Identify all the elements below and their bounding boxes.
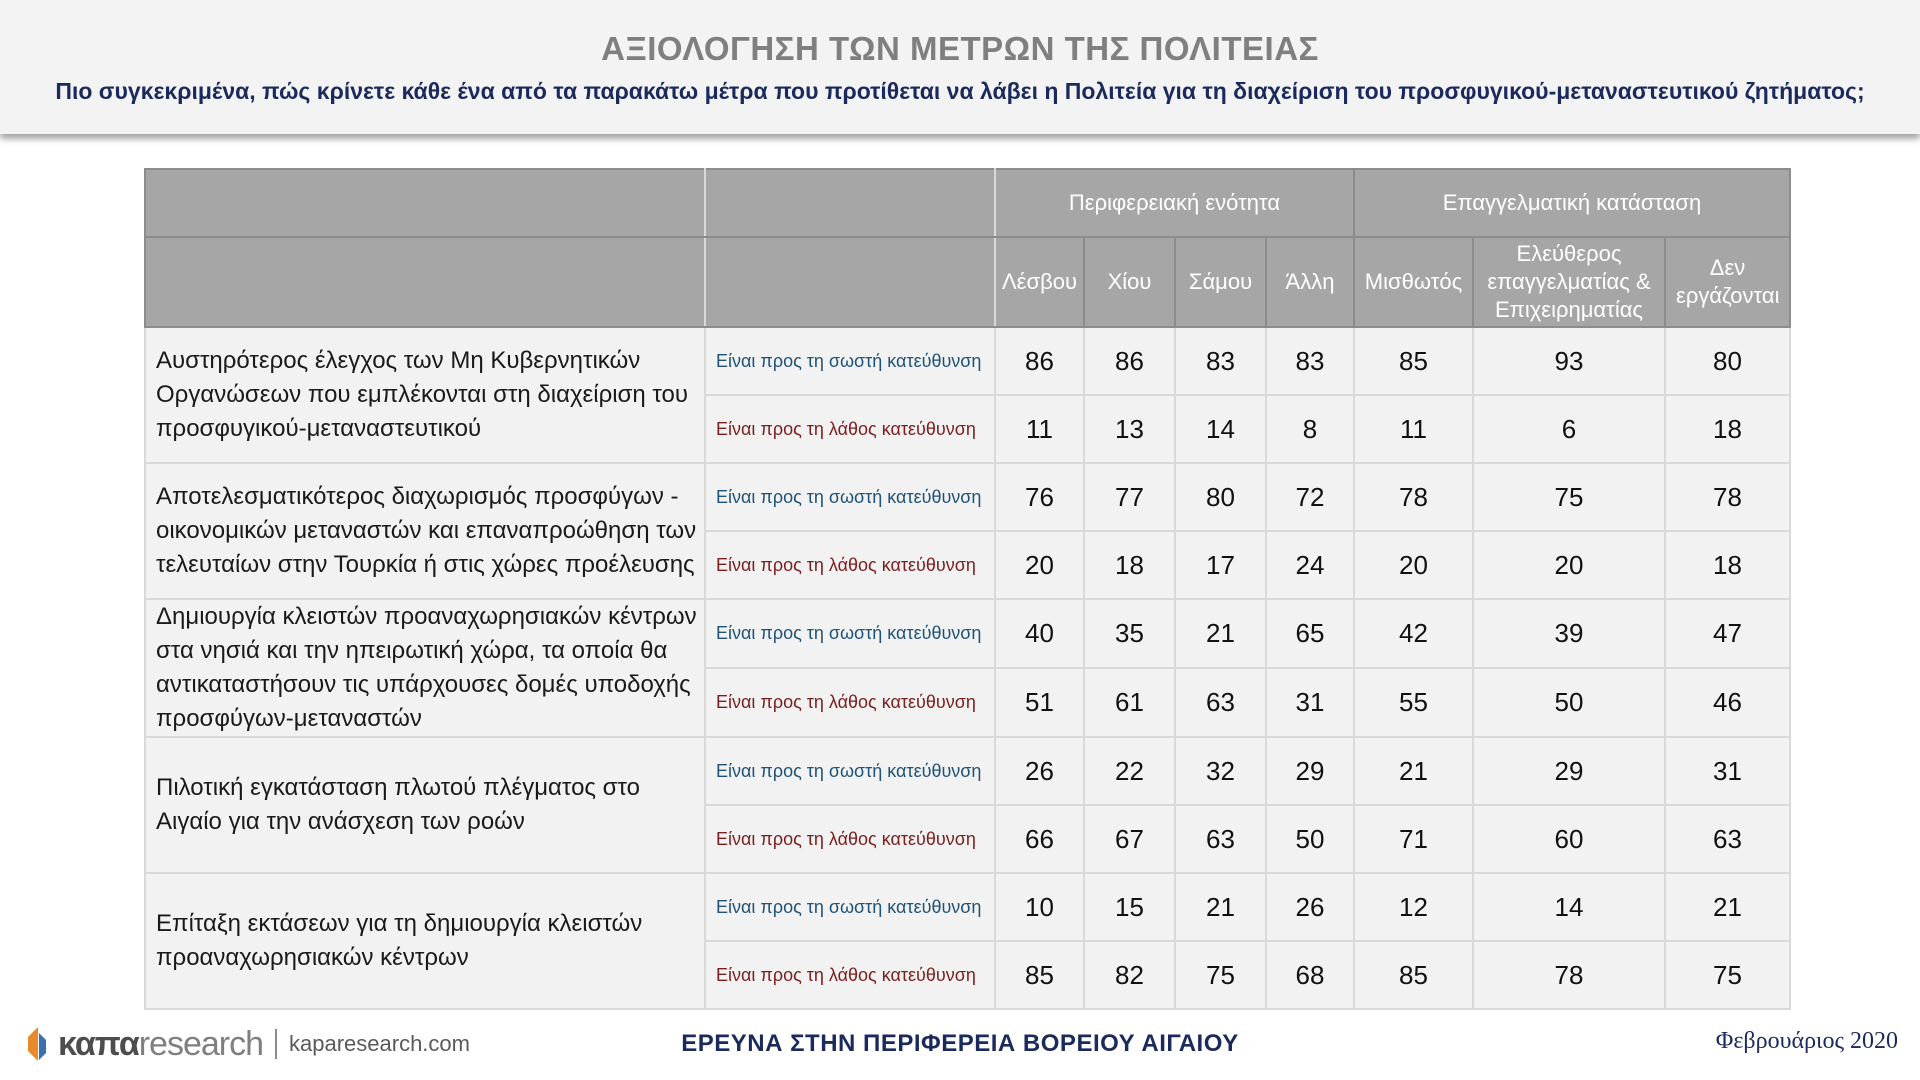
value-cell-other: 72 (1266, 463, 1354, 531)
value-cell-samos: 17 (1175, 531, 1266, 599)
value-cell-samos: 32 (1175, 737, 1266, 805)
value-cell-other: 29 (1266, 737, 1354, 805)
value-cell-salaried: 85 (1354, 941, 1473, 1009)
value-cell-other: 65 (1266, 599, 1354, 668)
value-cell-lesvos: 66 (995, 805, 1084, 873)
value-cell-lesvos: 76 (995, 463, 1084, 531)
value-cell-self-employed: 75 (1473, 463, 1665, 531)
value-cell-salaried: 71 (1354, 805, 1473, 873)
wrong-direction-label: Είναι προς τη λάθος κατεύθυνση (705, 395, 995, 463)
value-cell-salaried: 21 (1354, 737, 1473, 805)
value-cell-chios: 15 (1084, 873, 1175, 941)
value-cell-chios: 22 (1084, 737, 1175, 805)
value-cell-chios: 67 (1084, 805, 1175, 873)
right-direction-label: Είναι προς τη σωστή κατεύθυνση (705, 327, 995, 395)
value-cell-self-employed: 93 (1473, 327, 1665, 395)
value-cell-not-working: 63 (1665, 805, 1790, 873)
value-cell-salaried: 42 (1354, 599, 1473, 668)
group-header-row (145, 169, 1790, 237)
value-cell-not-working: 75 (1665, 941, 1790, 1009)
value-cell-lesvos: 26 (995, 737, 1084, 805)
value-cell-not-working: 46 (1665, 668, 1790, 737)
value-cell-not-working: 47 (1665, 599, 1790, 668)
logo-brand-kapa: καπα (58, 1024, 139, 1063)
value-cell-salaried: 11 (1354, 395, 1473, 463)
value-cell-not-working: 18 (1665, 395, 1790, 463)
table-row (145, 463, 1790, 531)
value-cell-not-working: 78 (1665, 463, 1790, 531)
value-cell-lesvos: 40 (995, 599, 1084, 668)
column-header-not-working: Δεν εργάζονται (1665, 237, 1790, 327)
value-cell-self-employed: 60 (1473, 805, 1665, 873)
value-cell-samos: 75 (1175, 941, 1266, 1009)
survey-title: ΕΡΕΥΝΑ ΣΤΗΝ ΠΕΡΙΦΕΡΕΙΑ ΒΟΡΕΙΟΥ ΑΙΓΑΙΟΥ (681, 1030, 1239, 1057)
value-cell-lesvos: 10 (995, 873, 1084, 941)
value-cell-other: 31 (1266, 668, 1354, 737)
value-cell-other: 50 (1266, 805, 1354, 873)
value-cell-salaried: 55 (1354, 668, 1473, 737)
value-cell-salaried: 20 (1354, 531, 1473, 599)
group-header-employment: Επαγγελματική κατάσταση (1354, 169, 1790, 237)
value-cell-samos: 83 (1175, 327, 1266, 395)
column-header-lesvos: Λέσβου (995, 237, 1084, 327)
value-cell-not-working: 18 (1665, 531, 1790, 599)
column-header-salaried: Μισθωτός (1354, 237, 1473, 327)
measure-description: Πιλοτική εγκατάσταση πλωτού πλέγματος στο Αιγαίο για την ανάσχεση των ροών (145, 737, 705, 873)
right-direction-label: Είναι προς τη σωστή κατεύθυνση (705, 873, 995, 941)
table-row (145, 873, 1790, 941)
value-cell-self-employed: 29 (1473, 737, 1665, 805)
right-direction-label: Είναι προς τη σωστή κατεύθυνση (705, 737, 995, 805)
value-cell-self-employed: 78 (1473, 941, 1665, 1009)
value-cell-samos: 21 (1175, 873, 1266, 941)
column-header-samos: Σάμου (1175, 237, 1266, 327)
value-cell-self-employed: 6 (1473, 395, 1665, 463)
logo-brand-research: research (138, 1024, 263, 1063)
measure-description: Επίταξη εκτάσεων για τη δημιουργία κλειστών προαναχωρησιακών κέντρων (145, 873, 705, 1009)
survey-date: Φεβρουάριος 2020 (1715, 1028, 1898, 1054)
wrong-direction-label: Είναι προς τη λάθος κατεύθυνση (705, 668, 995, 737)
value-cell-chios: 13 (1084, 395, 1175, 463)
value-cell-chios: 61 (1084, 668, 1175, 737)
value-cell-samos: 63 (1175, 668, 1266, 737)
value-cell-self-employed: 39 (1473, 599, 1665, 668)
value-cell-samos: 14 (1175, 395, 1266, 463)
value-cell-samos: 80 (1175, 463, 1266, 531)
value-cell-other: 8 (1266, 395, 1354, 463)
value-cell-other: 68 (1266, 941, 1354, 1009)
header-blank-measure-2 (145, 237, 705, 327)
value-cell-lesvos: 11 (995, 395, 1084, 463)
value-cell-salaried: 78 (1354, 463, 1473, 531)
value-cell-not-working: 21 (1665, 873, 1790, 941)
title-banner (0, 0, 1920, 134)
column-header-other: Άλλη (1266, 237, 1354, 327)
value-cell-not-working: 31 (1665, 737, 1790, 805)
measure-description: Αποτελεσματικότερος διαχωρισμός προσφύγων - οικονομικών μεταναστών και επαναπροώθηση των τελευταίων στην Τουρκία ή στις χώρες προέλευσης (145, 463, 705, 599)
value-cell-chios: 18 (1084, 531, 1175, 599)
value-cell-not-working: 80 (1665, 327, 1790, 395)
right-direction-label: Είναι προς τη σωστή κατεύθυνση (705, 463, 995, 531)
website-link[interactable]: kaparesearch.com (289, 1031, 470, 1056)
wrong-direction-label: Είναι προς τη λάθος κατεύθυνση (705, 805, 995, 873)
value-cell-chios: 77 (1084, 463, 1175, 531)
wrong-direction-label: Είναι προς τη λάθος κατεύθυνση (705, 531, 995, 599)
header-blank-measure (145, 169, 705, 237)
measure-description: Δημιουργία κλειστών προαναχωρησιακών κέντρων στα νησιά και την ηπειρωτική χώρα, τα οποία θα αντικαταστήσουν τις υπάρχουσες δομές υποδοχής προσφύγων-μεταναστών (145, 599, 705, 737)
value-cell-lesvos: 86 (995, 327, 1084, 395)
value-cell-other: 83 (1266, 327, 1354, 395)
table-row (145, 599, 1790, 668)
value-cell-other: 24 (1266, 531, 1354, 599)
value-cell-chios: 35 (1084, 599, 1175, 668)
table-row (145, 737, 1790, 805)
column-header-chios: Χίου (1084, 237, 1175, 327)
header-blank-label-2 (705, 237, 995, 327)
value-cell-other: 26 (1266, 873, 1354, 941)
value-cell-self-employed: 20 (1473, 531, 1665, 599)
value-cell-salaried: 85 (1354, 327, 1473, 395)
column-header-row (145, 237, 1790, 327)
results-table (144, 168, 1791, 1010)
value-cell-lesvos: 20 (995, 531, 1084, 599)
value-cell-salaried: 12 (1354, 873, 1473, 941)
value-cell-chios: 86 (1084, 327, 1175, 395)
page-title: ΑΞΙΟΛΟΓΗΣΗ ΤΩΝ ΜΕΤΡΩΝ ΤΗΣ ΠΟΛΙΤΕΙΑΣ (601, 30, 1319, 67)
measure-description: Αυστηρότερος έλεγχος των Μη Κυβερνητικών Οργανώσεων που εμπλέκονται στη διαχείριση του προσφυγικού-μεταναστευτικού (145, 327, 705, 463)
question-subtitle: Πιο συγκεκριμένα, πώς κρίνετε κάθε ένα από τα παρακάτω μέτρα που προτίθεται να λάβει η Πολιτεία για τη διαχείριση του προσφυγικού-μεταναστευτικού ζητήματος; (55, 78, 1865, 104)
value-cell-self-employed: 50 (1473, 668, 1665, 737)
value-cell-lesvos: 51 (995, 668, 1084, 737)
value-cell-chios: 82 (1084, 941, 1175, 1009)
header-blank-label (705, 169, 995, 237)
column-header-self-employed: Ελεύθερος επαγγελματίας & Επιχειρηματίας (1473, 237, 1665, 327)
value-cell-self-employed: 14 (1473, 873, 1665, 941)
wrong-direction-label: Είναι προς τη λάθος κατεύθυνση (705, 941, 995, 1009)
right-direction-label: Είναι προς τη σωστή κατεύθυνση (705, 599, 995, 668)
value-cell-samos: 21 (1175, 599, 1266, 668)
group-header-region: Περιφερειακή ενότητα (995, 169, 1354, 237)
value-cell-lesvos: 85 (995, 941, 1084, 1009)
table-row (145, 327, 1790, 395)
value-cell-samos: 63 (1175, 805, 1266, 873)
